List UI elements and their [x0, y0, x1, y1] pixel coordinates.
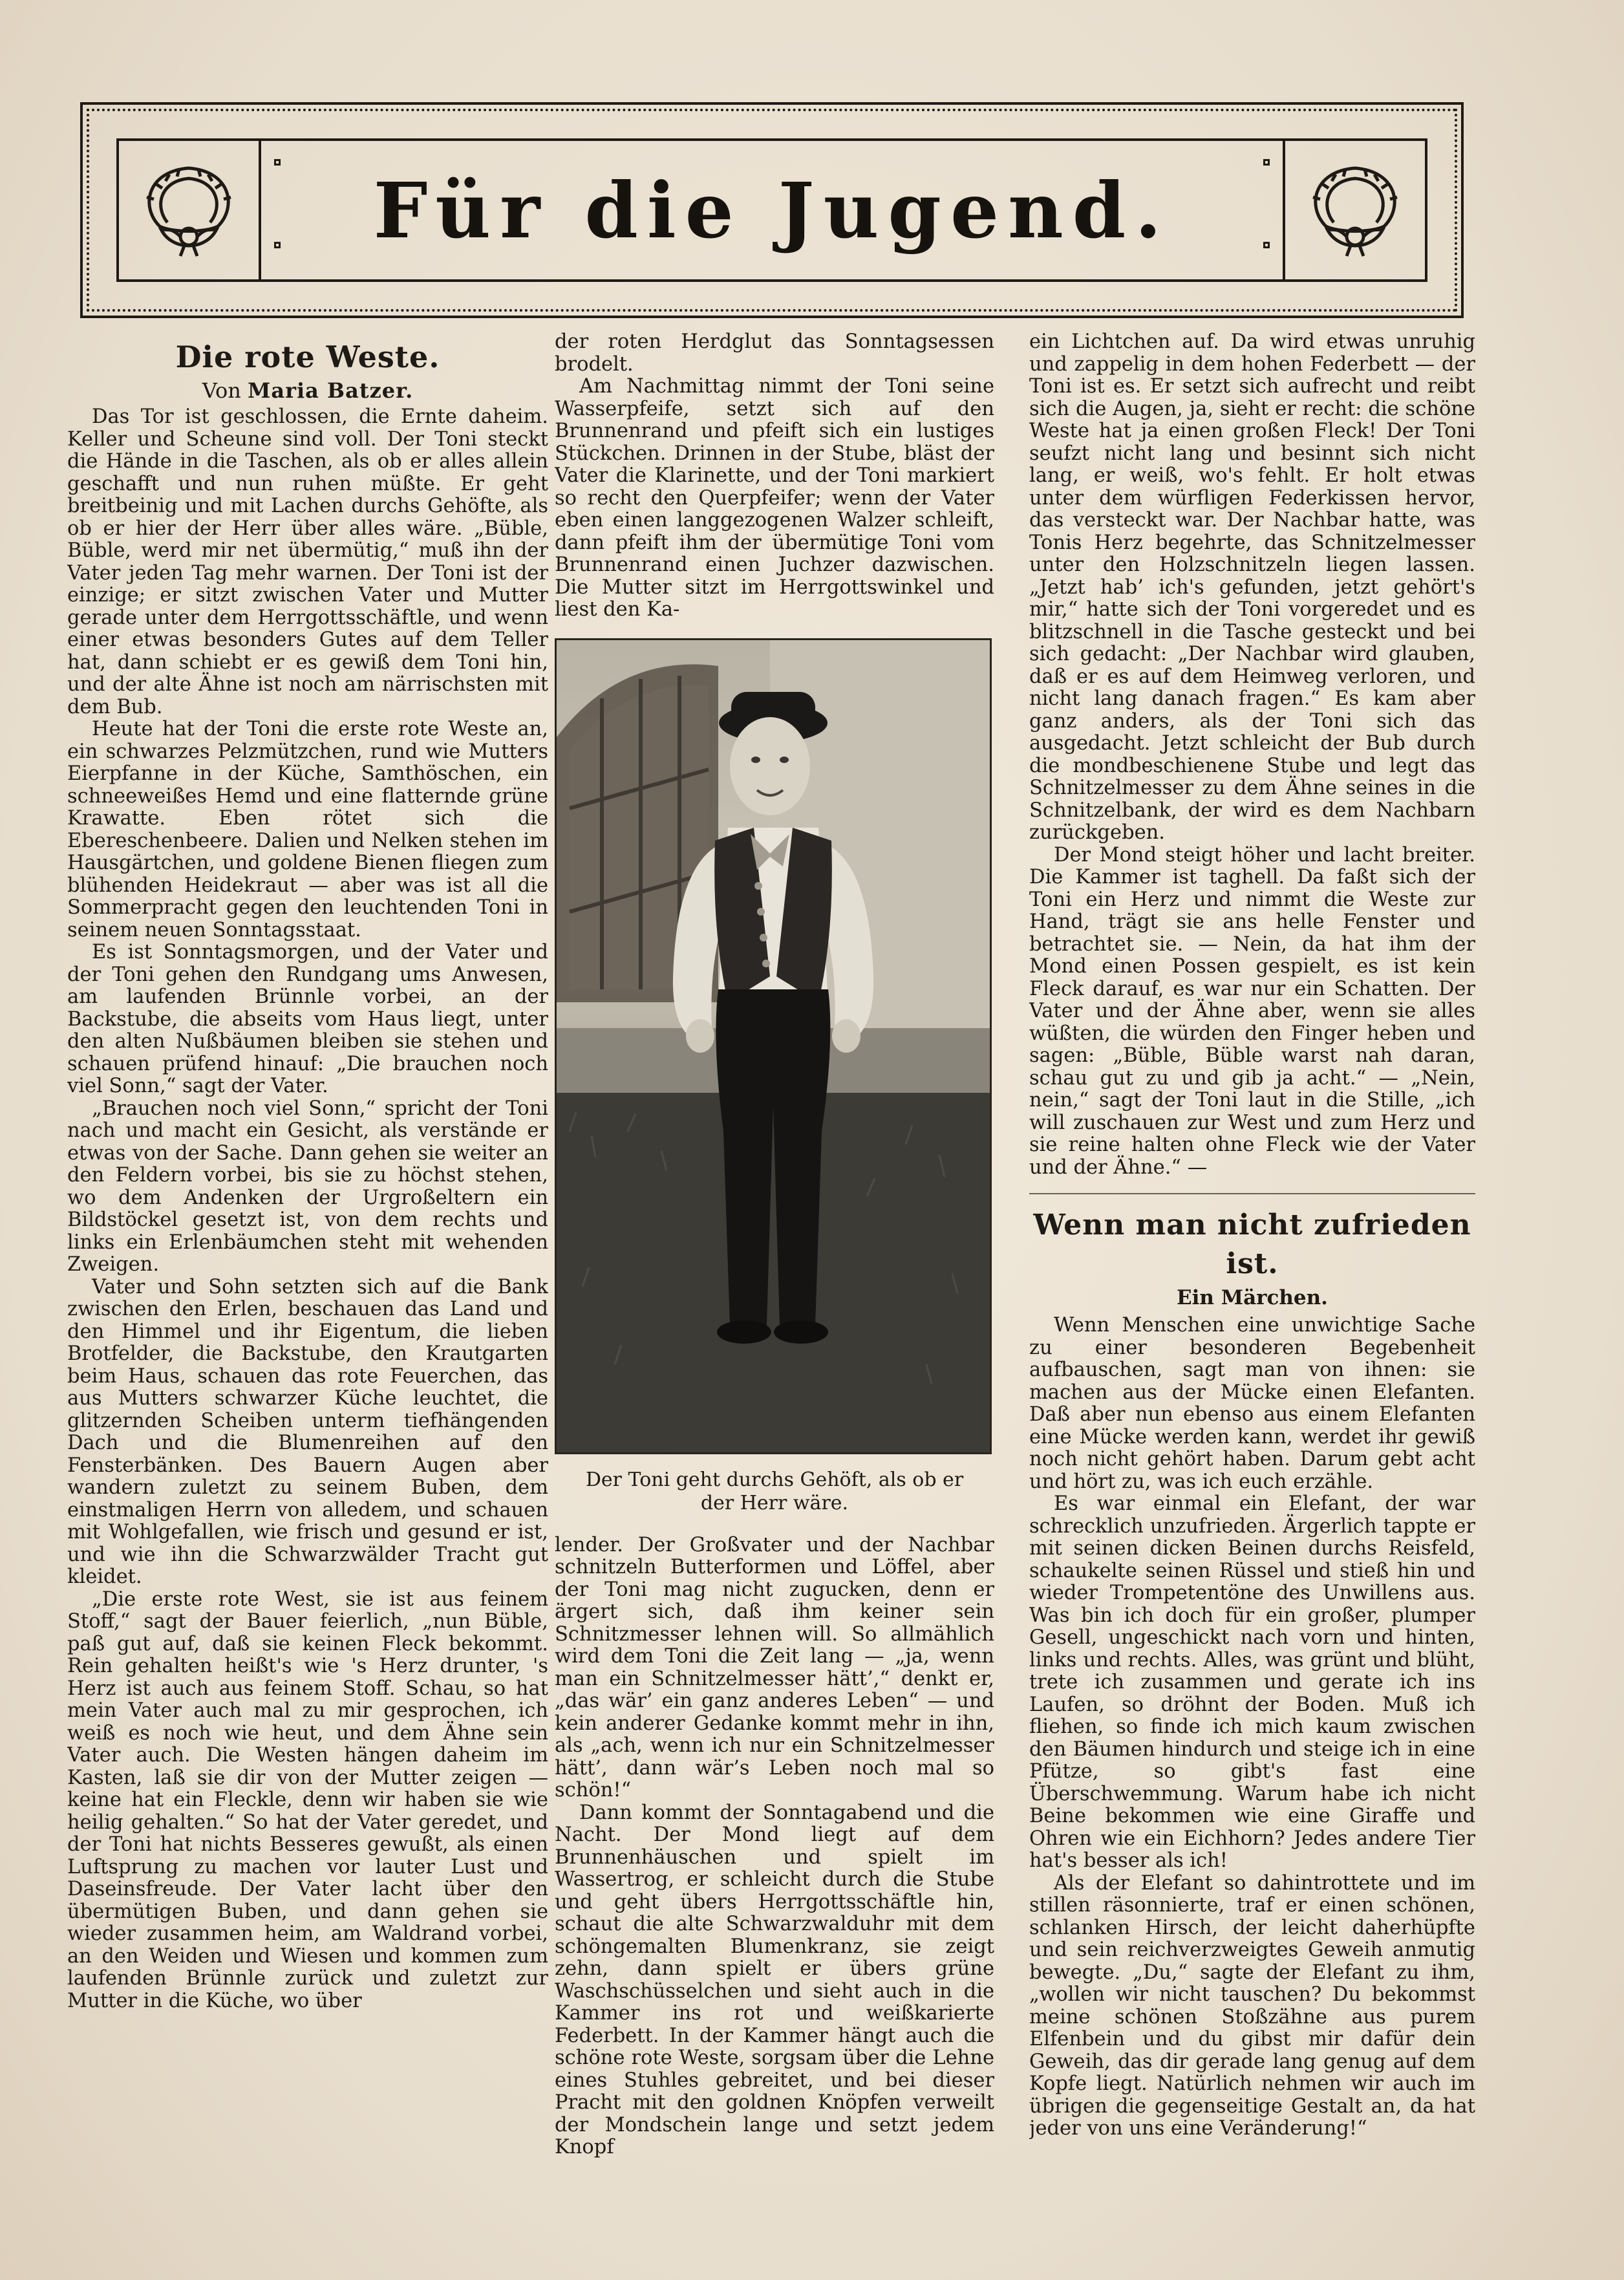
- paragraph: Dann kommt der Sonntagabend und die Nacht. Der Mond liegt auf dem Brunnenhäuschen und spielt im Wassertrog, er schleicht durch die Stube und geht übers Herrgottsschäftle hin, schaut die alte Schwarzwalduhr mit dem schöngemalten Blumenkranz, sie zeigt zehn, dann spielt er übers grüne Waschschüsselchen und sieht auch in die Kammer ins rot und weißkarierte Federbett. In der Kammer hängt auch die schöne rote Weste, sorgsam über die Lehne eines Stuhles gebreitet, und bei dieser Pracht mit den goldnen Knöpfen verweilt der Mondschein lange und setzt jedem Knopf: [555, 1801, 994, 2158]
- paragraph: Wenn Menschen eine unwichtige Sache zu einer besonderen Begebenheit aufbauschen, sagt man von ihnen: sie machen aus der Mücke einen Elefanten. Daß aber nun ebenso aus einem Elefanten eine Mücke werden kann, werdet ihr gewiß noch nicht gehört haben. Darum gebt acht und hört zu, was ich euch erzähle.: [1029, 1314, 1475, 1493]
- photo-figure: [555, 638, 994, 1515]
- column-right: [1029, 331, 1475, 2193]
- paragraph: ein Lichtchen auf. Da wird etwas unruhig und zappelig in dem hohen Federbett — der Toni ist es. Er setzt sich aufrecht und reibt sich die Augen, ja, sieht er recht: die schöne Weste hat ja einen großen Fleck! Der Toni seufzt nicht lang und besinnt sich nicht lang, er weiß, wo's fehlt. Er holt etwas unter dem würfligen Federkissen hervor, das versteckt war. Der Nachbar hatte, was Tonis Herz begehrte, das Schnitzelmesser unter den Holzschnitzeln liegen lassen. „Jetzt hab’ ich's gefunden, jetzt gehört's mir,“ hatte sich der Toni vorgeredet und es blitzschnell in die Tasche gesteckt und bei sich gedacht: „Der Nachbar wird glauben, daß er es auf dem Heimweg verloren, und nicht lang danach fragen.“ Es kam aber ganz anders, als der Toni sich das ausgedacht. Jetzt schleicht der Bub durch die mondbeschienene Stube und legt das Schnitzelmesser zu dem Ähne seines in die Schnitzelbank, der wird es dem Nachbarn zurückgeben.: [1029, 331, 1475, 844]
- story-title: Die rote Weste.: [175, 339, 440, 374]
- paragraph: Am Nachmittag nimmt der Toni seine Wasserpfeife, setzt sich auf den Brunnenrand und pfeift sich ein lustiges Stückchen. Drinnen in der Stube, bläst der Vater die Klarinette, und der Toni markiert so recht den Querpfeifer; wenn der Vater eben einen langgezogenen Walzer schleift, dann pfeift ihm der übermütige Toni vom Brunnenrand einen Juchzer dazwischen. Die Mutter sitzt im Herrgottswinkel und liest den Ka-: [555, 375, 994, 621]
- paragraph: Vater und Sohn setzten sich auf die Bank zwischen den Erlen, beschauen das Land und den Himmel und ihr Eigentum, die lieben Brotfelder, die Backstube, den Krautgarten beim Haus, schauen das rote Feuerchen, das aus Mutters schwarzer Küche leuchtet, die glitzernden Scheiben unterm tiefhängenden Dach und die Blumenreihen auf den Fensterbänken. Des Bauern Augen aber wandern zuletzt zu seinem Buben, dem einstmaligen Herrn von alledem, und schauen mit Wohlgefallen, wie frisch und gesund er ist, und wie ihn die Schwarzwälder Tracht gut kleidet.: [67, 1275, 548, 1588]
- paragraph: der roten Herdglut das Sonntagsessen brodelt.: [555, 331, 994, 376]
- column-middle: [555, 331, 994, 2193]
- photo-boy-in-traditional-dress: [555, 638, 992, 1454]
- paragraph: Der Mond steigt höher und lacht breiter. Die Kammer ist taghell. Da faßt sich der Toni ein Herz und nimmt die Weste zur Hand, trägt sie ans helle Fenster und betrachtet sie. — Nein, da hat ihm der Mond einen Possen gespielt, es ist kein Fleck darauf, es war nur ein Schatten. Der Vater und der Ähne aber, wenn sie alles wüßten, die würden den Finger heben und sagen: „Büble, Büble warst nah daran, schau gut zu und gib ja acht.“ — „Nein, nein,“ sagt der Toni laut in die Stille, „ich will zuschauen zur West und zum Herz und sie reine halten ohne Fleck wie der Vater und der Ähne.“ —: [1029, 843, 1475, 1179]
- header-banner: [80, 102, 1464, 318]
- story-title: Wenn man nicht zufrieden ist.: [1033, 1209, 1471, 1280]
- wreath-ornament-left-icon: [119, 141, 261, 279]
- paragraph: Heute hat der Toni die erste rote Weste an, ein schwarzes Pelzmützchen, rund wie Mutters Eierpfanne in der Küche, Samthöschen, ein schneeweißes Hemd und eine flatternde grüne Krawatte. Eben rötet sich die Ebereschenbeere. Dalien und Nelken stehen im Hausgärtchen, und goldene Bienen fliegen zum blühenden Heidekraut — aber was ist all die Sommerpracht gegen den leuchtenden Toni in seinem neuen Sonntagsstaat.: [67, 718, 548, 941]
- paragraph: lender. Der Großvater und der Nachbar schnitzeln Butterformen und Löffel, aber der Toni mag nicht zugucken, denn er ärgert sich, daß ihm keiner sein Schnitzmesser lehnen will. So allmählich wird dem Toni die Zeit lang — „ja, wenn man ein Schnitzelmesser hätt’,“ denkt er, „das wär’ ein ganz anderes Leben“ — und kein anderer Gedanke kommt mehr in ihn, als „ach, wenn ich nur ein Schnitzelmesser hätt’, dann wär’s Leben noch mal so schön!“: [555, 1533, 994, 1801]
- column-left: [67, 331, 548, 2193]
- paragraph: „Brauchen noch viel Sonn,“ spricht der Toni nach und macht ein Gesicht, als verstände er etwas von der Sache. Dann gehen sie weiter an den Feldern vorbei, bis sie zu höchst stehen, wo dem Andenken der Urgroßeltern ein Bildstöckel gesetzt ist, von dem rechts und links ein Erlenbäumchen steht mit wehenden Zweigen.: [67, 1097, 548, 1276]
- paragraph: „Die erste rote West, sie ist aus feinem Stoff,“ sagt der Bauer feierlich, „nun Büble, paß gut auf, daß sie keinen Fleck bekommt. Rein gehalten heißt's wie 's Herz drunter, 's Herz ist auch aus feinem Stoff. Schau, so hat mein Vater auch mal zu mir gesprochen, ich weiß es noch wie heut, und dem Ähne sein Vater auch. Die Westen hängen daheim im Kasten, laß sie dir von der Mutter zeigen — keine hat ein Fleckle, denn wir haben sie wie heilig gehalten.“ So hat der Vater geredet, und der Toni hat nichts Besseres gewußt, als einen Luftsprung zu machen vor lauter Lust und Daseinsfreude. Der Vater lacht über den übermütigen Buben, und dann gehen sie wieder zusammen heim, am Waldrand vorbei, an den Weiden und Wiesen und kommen zum laufenden Brünnle zurück und zuletzt zur Mutter in die Küche, wo über: [67, 1587, 548, 2012]
- author-name: Maria Batzer.: [248, 378, 414, 403]
- story-divider: [1029, 1193, 1475, 1194]
- photo-caption: Der Toni geht durchs Gehöft, als ob er der Herr wäre.: [585, 1468, 964, 1514]
- section-title: Für die Jugend.: [373, 165, 1171, 255]
- header-banner-inner: [116, 138, 1427, 282]
- story-subtitle: Ein Märchen.: [1177, 1286, 1328, 1309]
- byline-prefix: Von: [202, 378, 241, 403]
- paragraph: Das Tor ist geschlossen, die Ernte daheim. Keller und Scheune sind voll. Der Toni steckt die Hände in die Taschen, als ob er alles allein geschafft und nun ruhen müßte. Er geht breitbeinig und mit Lachen durchs Gehöfte, als ob er hier der Herr über alles wäre. „Büble, Büble, werd mir net übermütig,“ muß ihn der Vater jeden Tag mehr warnen. Der Toni ist der einzige; er sitzt zwischen Vater und Mutter gerade unter dem Herrgottsschäftle, und wenn einer etwas besonders Gutes auf dem Teller hat, dann schiebt er es gewiß dem Toni hin, und der alte Ähne ist noch am närrischsten mit dem Bub.: [67, 405, 548, 718]
- wreath-ornament-right-icon: [1283, 141, 1425, 279]
- paragraph: Es war einmal ein Elefant, der war schrecklich unzufrieden. Ärgerlich tappte er mit seinen dicken Beinen durchs Reisfeld, schaukelte seinen Rüssel und stieß hin und wieder Trompetentöne des Unwillens aus. Was bin ich doch für ein großer, plumper Gesell, ungeschickt nach vorn und hinten, links und rechts. Alles, was grünt und blüht, trete ich zusammen und gerate ich ins Laufen, so dröhnt der Boden. Muß ich fliehen, so finde ich mich kaum zwischen den Bäumen hindurch und steige ich in eine Pfütze, so gibt's fast eine Überschwemmung. Warum habe ich nicht Beine bekommen wie eine Giraffe und Ohren wie ein Eichhorn? Jedes andere Tier hat's besser als ich!: [1029, 1492, 1475, 1872]
- paragraph: Als der Elefant so dahintrottete und im stillen räsonnierte, traf er einen schönen, schlanken Hirsch, der leicht daherhüpfte und sein reichverzweigtes Geweih anmutig bewegte. „Du,“ sagte der Elefant zu ihm, „wollen wir nicht tauschen? Du bekommst meine schönen Stoßzähne aus purem Elfenbein und du gibst mir dafür dein Geweih, das dir gerade lang genug auf dem Kopfe liegt. Natürlich nehmen wir auch im übrigen die gegenseitige Gestalt an, da hat jeder von uns eine Veränderung!“: [1029, 1871, 1475, 2140]
- story-byline: [67, 378, 548, 403]
- paragraph: Es ist Sonntagsmorgen, und der Vater und der Toni gehen den Rundgang ums Anwesen, am laufenden Brünnle vorbei, an der Backstube, die abseits vom Haus liegt, unter den alten Nußbäumen bleiben sie stehen und schauen prüfend hinauf: „Die brauchen noch viel Sonn,“ sagt der Vater.: [67, 941, 548, 1097]
